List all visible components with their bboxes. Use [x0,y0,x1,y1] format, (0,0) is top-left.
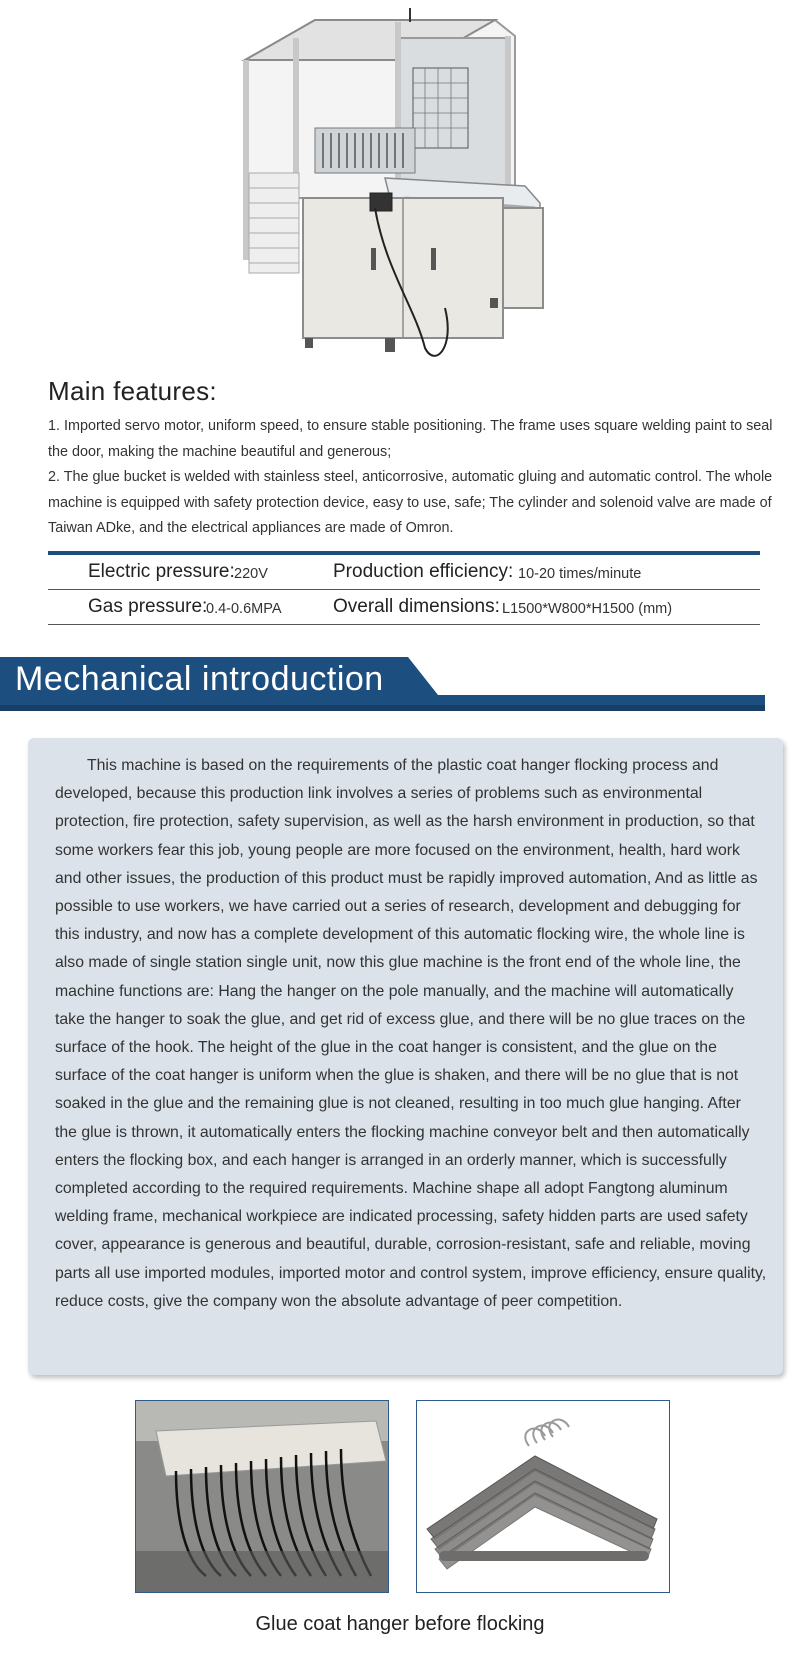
gallery-caption: Glue coat hanger before flocking [255,1613,545,1635]
feature-item: 1. Imported servo motor, uniform speed, to ensure stable positioning. The frame uses square welding paint to seal the door, making the machine beautiful and generous; [48,418,773,460]
spec-row [48,590,760,625]
features-title: Main features: [48,376,217,406]
spec-label: Gas pressure: [88,596,208,617]
spec-label: Electric pressure: [88,561,235,582]
spec-value: L1500*W800*H1500 (mm) [502,601,673,617]
spec-value: 0.4-0.6MPA [206,601,282,617]
spec-value: 220V [234,566,268,582]
spec-row [48,555,760,590]
feature-item: 2. The glue bucket is welded with stainless steel, anticorrosive, automatic gluing and automatic control. The whole machine is equipped with safety protection device, easy to use, safe; The cylinder and solenoid valve are made of Taiwan ADke, and the electrical appliances are made of Omron. [48,469,773,536]
features-list [48,414,783,542]
glue-dipped-hangers-photo [135,1400,389,1593]
machine-photo [225,8,585,378]
flocked-hangers-photo [416,1400,670,1593]
spec-table [48,551,760,625]
description-text: This machine is based on the requirements of the plastic coat hanger flocking process and developed, because this production link involves a series of problems such as environmental protection, fire protection, safety supervision, as well as the harsh environment in production, so that some workers fear this job, young people are more focused on the environment, health, hard work and other issues, the production of this product must be rapidly improved automation, And as little as possible to use workers, we have carried out a series of research, development and debugging for this industry, and now has a complete development of this automatic flocking wire, the whole line is also made of single station single unit, now this glue machine is the front end of the whole line, the machine functions are: Hang the hanger on the pole manually, and the machine will automatically take the hanger to soak the glue, and get rid of excess glue, and there will be no glue traces on the surface of the hook. The height of the glue in the coat hanger is consistent, and the glue on the surface of the coat hanger is uniform when the glue is shaken, and there will be no glue that is not soaked in the glue and the remaining glue is not cleaned, resulting in too much glue hanging. After the glue is thrown, it automatically enters the flocking machine conveyor belt and then automatically enters the flocking box, and each hanger is arranged in an orderly manner, which is successfully completed according to the required requirements. Machine shape all adopt Fangtong aluminum welding frame, mechanical workpiece are indicated processing, safety hidden parts are used safety cover, appearance is generous and beautiful, durable, corrosion-resistant, safe and reliable, moving parts all use imported modules, imported motor and control system, improve efficiency, ensure quality, reduce costs, give the company won the absolute advantage of peer competition. [55,757,767,1310]
spec-label: Overall dimensions: [333,596,500,617]
spec-value: 10-20 times/minute [518,566,642,582]
section-title: Mechanical introduction [15,660,384,698]
spec-label: Production efficiency: [333,561,514,582]
